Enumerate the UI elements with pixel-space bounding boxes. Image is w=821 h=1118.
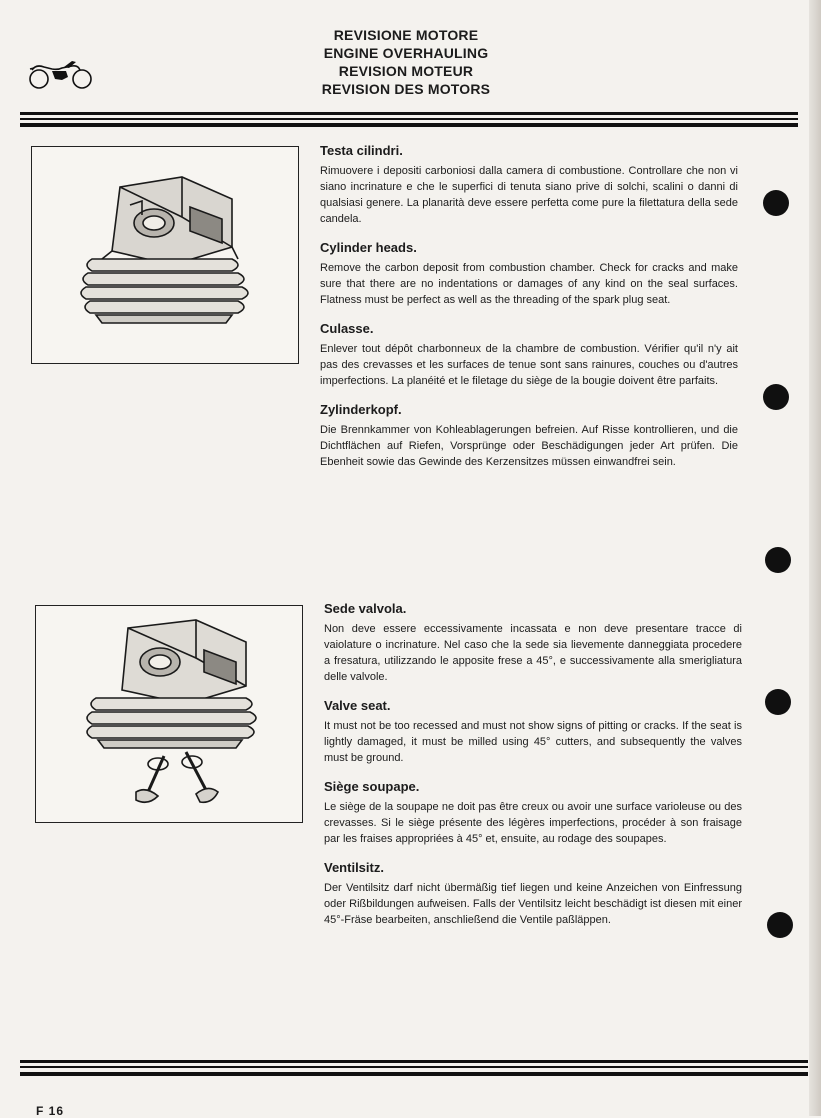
section-text: Non deve essere eccessivamente incassata e non deve presentare tracce di vaiolature o incrinature. Nel caso che la sede sia lievemente danneggiata procedere a fresatura, utilizzando le apposite frese a 45°, e successivamente alla smerigliatura delle valvole. bbox=[324, 623, 742, 683]
header-titles bbox=[300, 26, 512, 98]
section-text: Remove the carbon deposit from combustion chamber. Check for cracks and make sure that there are no indentations or damages of any kind on the seal surfaces. Flatness must be perfect as well as the threading of the spark plug seat. bbox=[320, 262, 738, 306]
section-french bbox=[320, 320, 738, 389]
cylinder-head-valves-icon bbox=[36, 606, 302, 822]
section-french bbox=[324, 778, 742, 847]
binder-hole bbox=[763, 190, 789, 216]
section-italian bbox=[320, 142, 738, 227]
section-text: Rimuovere i depositi carboniosi dalla camera di combustione. Controllare che non vi siano incrinature e che le superfici di tenuta siano prive di solchi, scalini o danni di qualsiasi genere. La planarità deve essere perfetta come pure la filettatura della sede candela. bbox=[320, 165, 738, 225]
figure-cylinder-head bbox=[31, 146, 299, 364]
section-title: Culasse. bbox=[320, 321, 374, 336]
section-title: Zylinderkopf. bbox=[320, 402, 402, 417]
footer-rule bbox=[20, 1060, 808, 1078]
title-german: REVISION DES MOTORS bbox=[321, 81, 491, 97]
section-text: Der Ventilsitz darf nicht übermäßig tief liegen und keine Anzeichen von Einfressung oder Rißbildungen aufweisen. Falls der Ventilsitz leicht beschädigt ist diesen mit einer 45°-Fräse bearbeiten, anschließend die Ventile paßläppen. bbox=[324, 882, 742, 926]
figure-cylinder-head-valves bbox=[35, 605, 303, 823]
section-text: Die Brennkammer von Kohleablagerungen befreien. Auf Risse kontrollieren, und die Dichtflächen auf Riefen, Vorsprünge oder Beschädigungen jeder Art prüfen. Die Ebenheit sowie das Gewinde des Kerzensitzes müssen einwandfrei sein. bbox=[320, 424, 738, 468]
page-number: F 16 bbox=[36, 1104, 65, 1118]
binder-hole bbox=[765, 547, 791, 573]
binder-hole bbox=[765, 689, 791, 715]
title-italian: REVISIONE MOTORE bbox=[333, 27, 479, 43]
section-english bbox=[320, 239, 738, 308]
section-italian bbox=[324, 600, 742, 685]
binder-hole bbox=[767, 912, 793, 938]
binder-hole bbox=[763, 384, 789, 410]
section-title: Valve seat. bbox=[324, 698, 391, 713]
section-text: Enlever tout dépôt charbonneux de la chambre de combustion. Vérifier qu'il n'y ait pas des crevasses et les surfaces de tenue sont sans rainures, couches ou d'autres imperfections. La planéité et le filetage du siège de la bougie doivent être parfaits. bbox=[320, 343, 738, 387]
cylinder-head-icon bbox=[32, 147, 298, 363]
page-edge bbox=[809, 0, 821, 1116]
section-english bbox=[324, 697, 742, 766]
text-column-valve-seat bbox=[324, 600, 742, 940]
section-title: Ventilsitz. bbox=[324, 860, 384, 875]
section-text: It must not be too recessed and must not show signs of pitting or cracks. If the seat is lightly damaged, it must be milled using 45° cutters, and subsequently the valves must be ground. bbox=[324, 720, 742, 764]
section-german bbox=[320, 401, 738, 470]
section-german bbox=[324, 859, 742, 928]
title-english: ENGINE OVERHAULING bbox=[323, 45, 489, 61]
title-french: REVISION MOTEUR bbox=[338, 63, 474, 79]
section-title: Sede valvola. bbox=[324, 601, 407, 616]
section-text: Le siège de la soupape ne doit pas être creux ou avoir une surface varioleuse ou des crevasses. Si le siège présente des légères imperfections, procéder à son fraisage par les fraises appropriées à 45° et, ensuite, au rodage des soupapes. bbox=[324, 801, 742, 845]
section-title: Testa cilindri. bbox=[320, 143, 403, 158]
header-rule bbox=[20, 112, 798, 128]
section-title: Siège soupape. bbox=[324, 779, 420, 794]
section-title: Cylinder heads. bbox=[320, 240, 417, 255]
motorcycle-icon bbox=[28, 58, 94, 90]
text-column-cylinder-heads bbox=[320, 142, 738, 482]
